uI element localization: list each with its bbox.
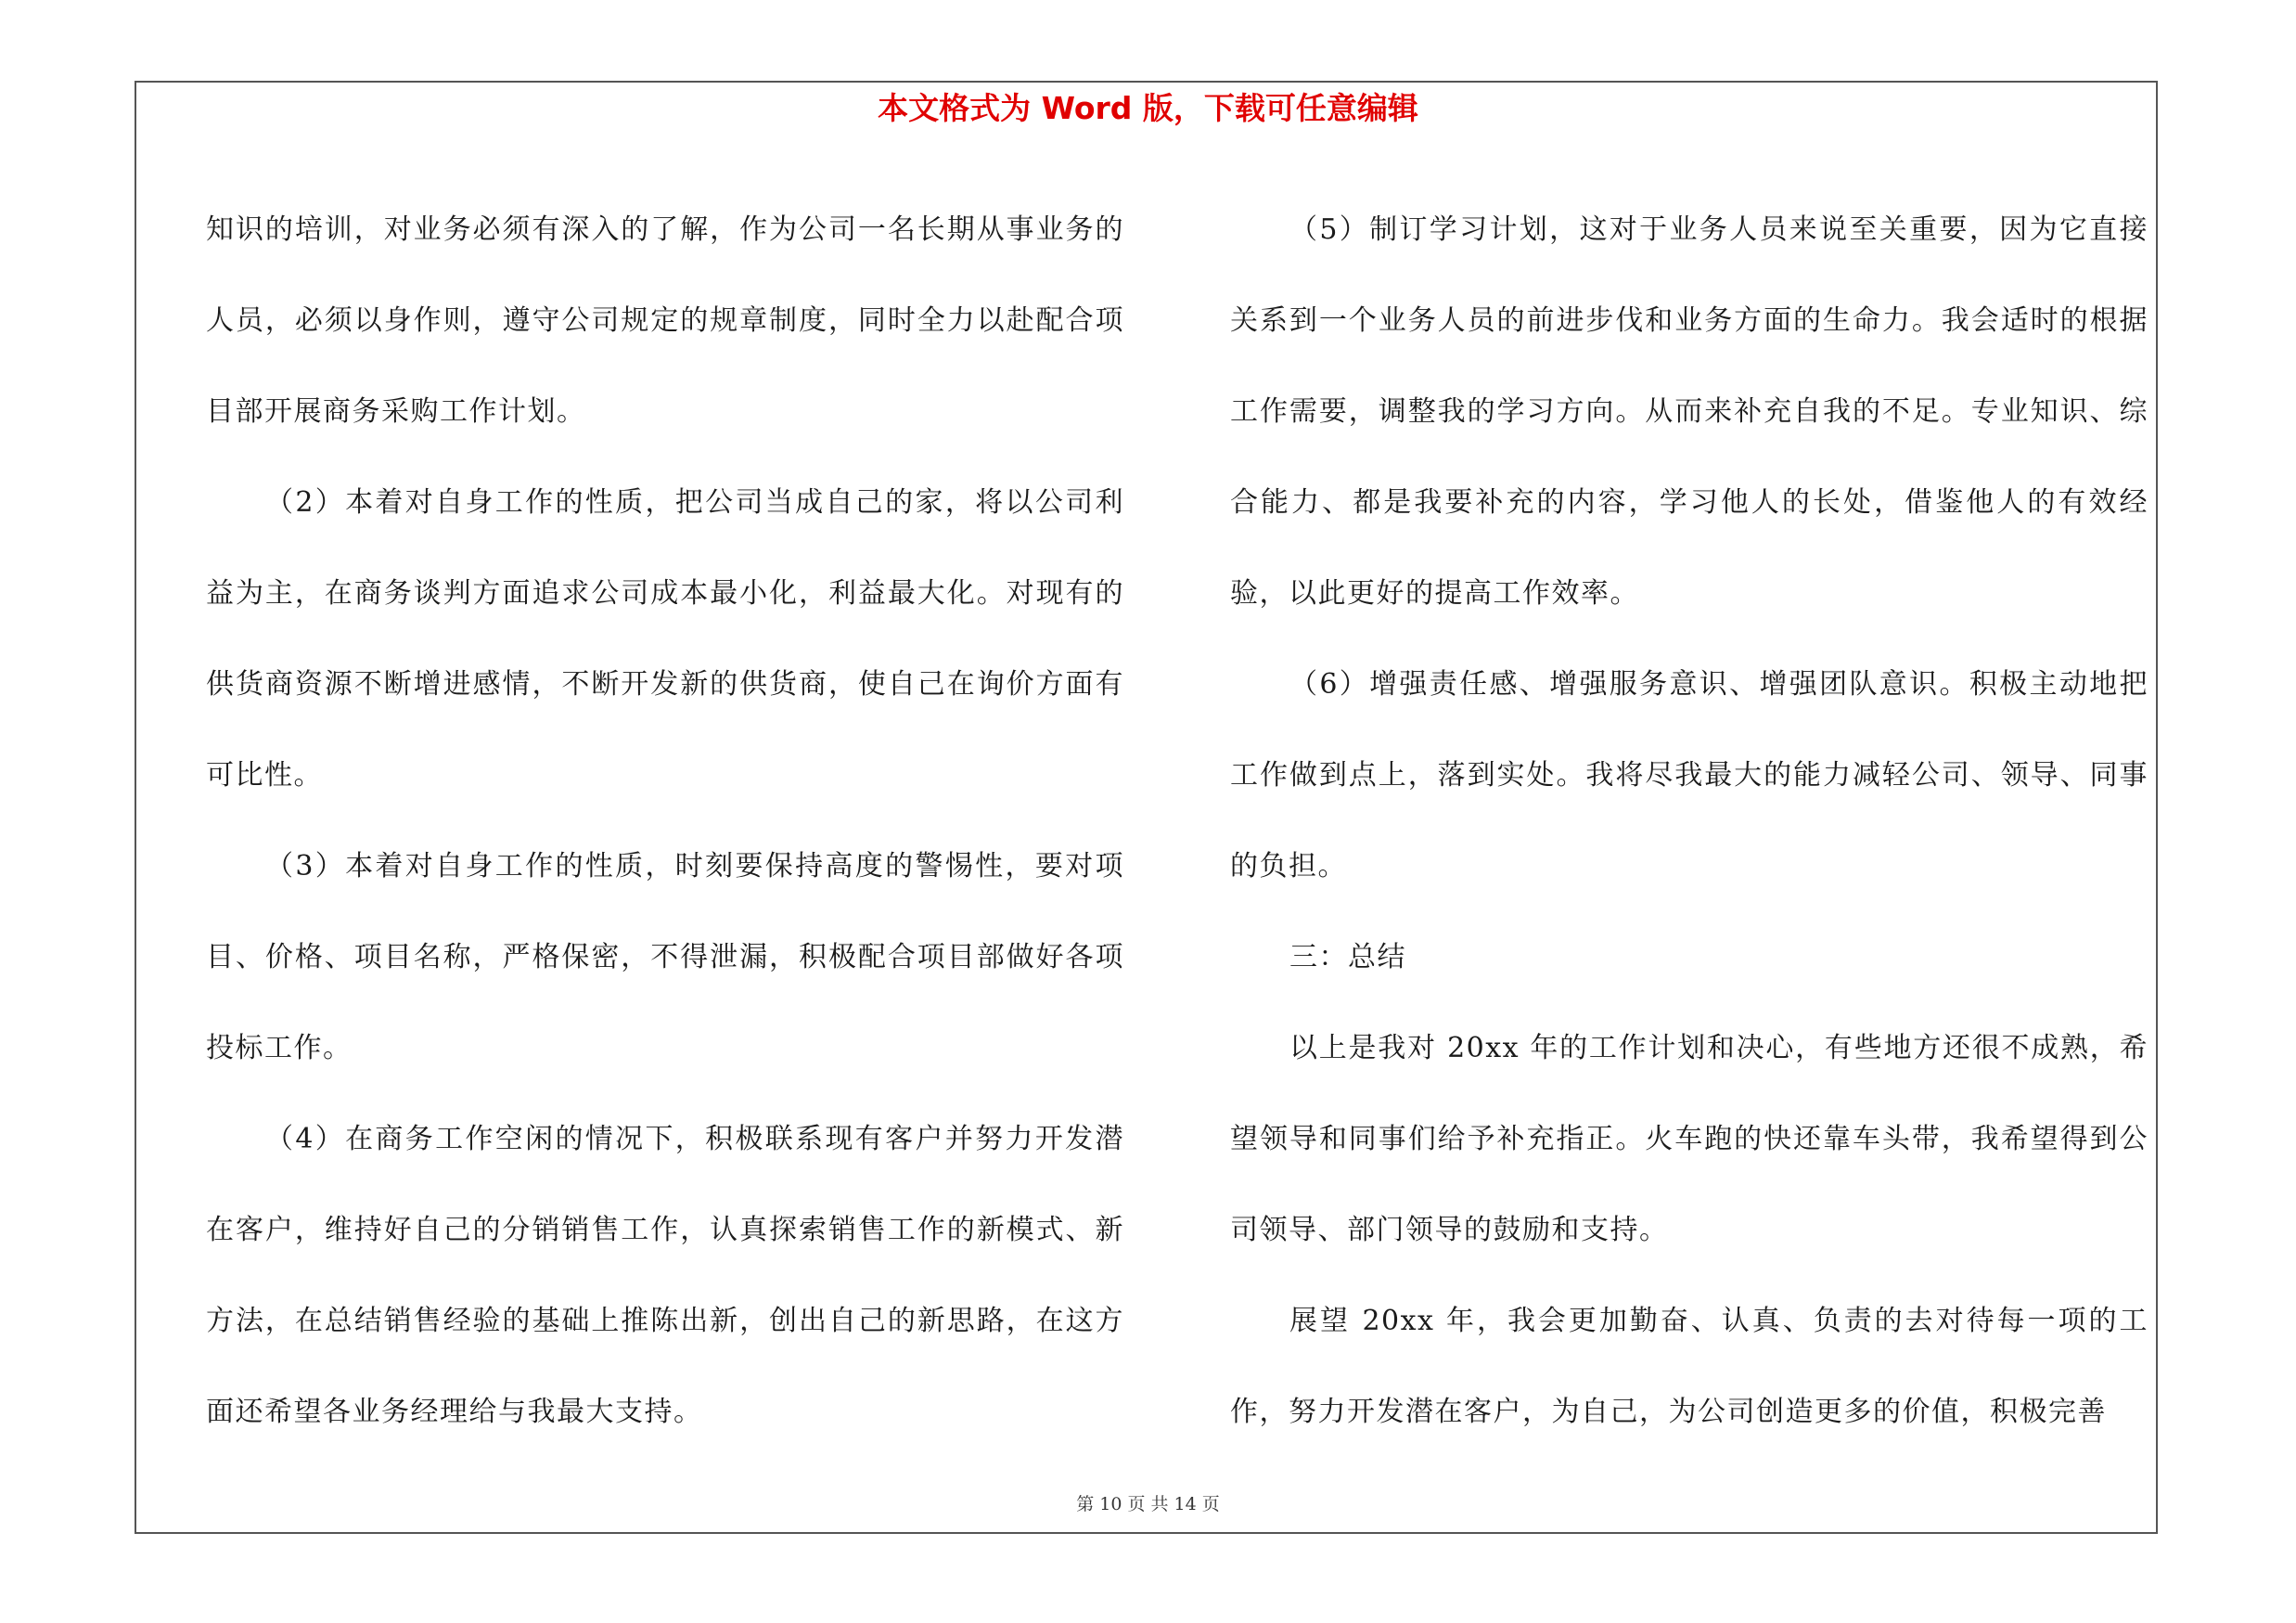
paragraph-outlook: 展望 20xx 年，我会更加勤奋、认真、负责的去对待每一项的工作，努力开发潜在客户，为自己，为公司创造更多的价值，积极完善 [1230,1305,2148,1428]
header-banner: 本文格式为 Word 版，下载可任意编辑 [878,90,1418,126]
section-heading-summary: 三：总结 [1289,941,1406,973]
paragraph-item-6: （6）增强责任感、增强服务意识、增强团队意识。积极主动地把工作做到点上，落到实处。我将尽我最大的能力减轻公司、领导、同事的负担。 [1230,668,2148,882]
paragraph-item-2: （2）本着对自身工作的性质，把公司当成自己的家，将以公司利益为主，在商务谈判方面追求公司成本最小化，利益最大化。对现有的供货商资源不断增进感情，不断开发新的供货商，使自己在询价方面有可比性。 [206,486,1124,792]
paragraph-continuation: 知识的培训，对业务必须有深入的了解，作为公司一名长期从事业务的人员，必须以身作则，遵守公司规定的规章制度，同时全力以赴配合项目部开展商务采购工作计划。 [206,213,1124,428]
paragraph-item-5: （5）制订学习计划，这对于业务人员来说至关重要，因为它直接关系到一个业务人员的前进步伐和业务方面的生命力。我会适时的根据工作需要，调整我的学习方向。从而来补充自我的不足。专业知识、综合能力、都是我要补充的内容，学习他人的长处，借鉴他人的有效经验，以此更好的提高工作效率。 [1230,213,2148,610]
left-column [206,185,1124,1458]
paragraph-item-4: （4）在商务工作空闲的情况下，积极联系现有客户并努力开发潜在客户，维持好自己的分销销售工作，认真探索销售工作的新模式、新方法，在总结销售经验的基础上推陈出新，创出自己的新思路，在这方面还希望各业务经理给与我最大支持。 [206,1123,1124,1428]
page-number: 第 10 页 共 14 页 [1076,1494,1220,1514]
paragraph-summary: 以上是我对 20xx 年的工作计划和决心，有些地方还很不成熟，希望领导和同事们给予补充指正。火车跑的快还靠车头带，我希望得到公司领导、部门领导的鼓励和支持。 [1230,1032,2148,1246]
paragraph-item-3: （3）本着对自身工作的性质，时刻要保持高度的警惕性，要对项目、价格、项目名称，严格保密，不得泄漏，积极配合项目部做好各项投标工作。 [206,850,1124,1064]
right-column [1230,185,2148,1458]
